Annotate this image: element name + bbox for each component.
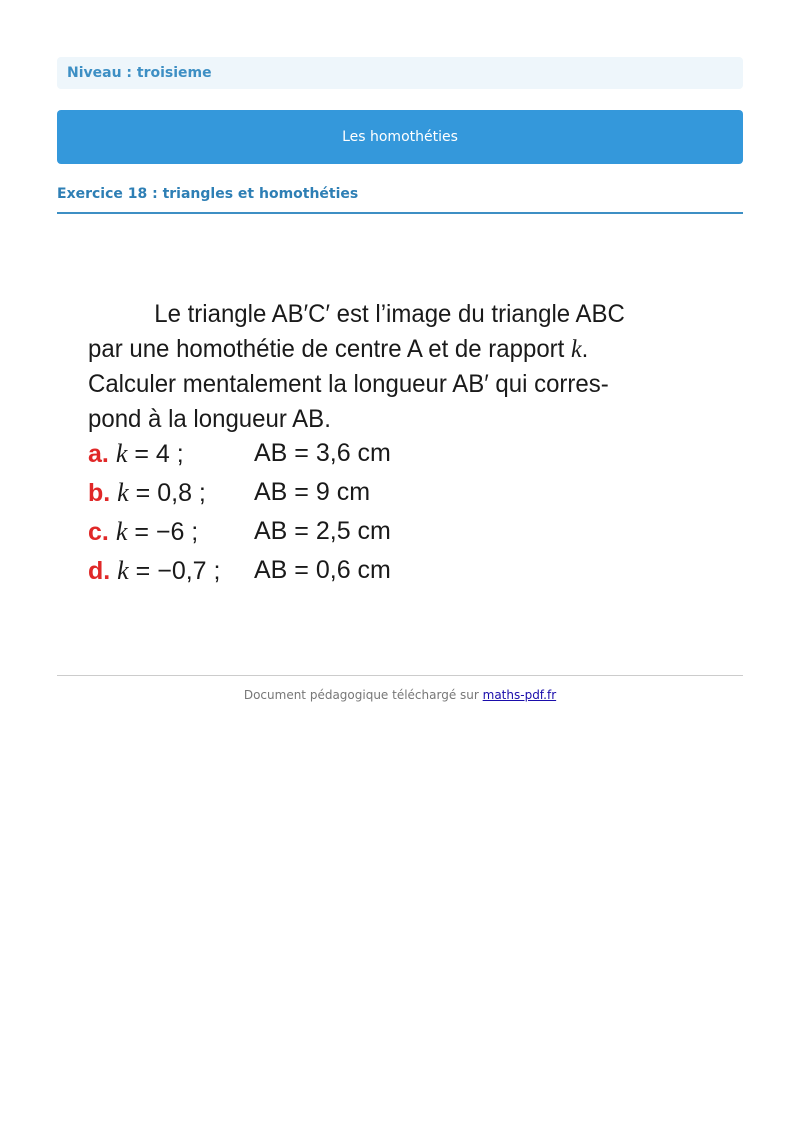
statement-line-3: Calculer mentalement la longueur AB′ qui corres- [88, 370, 609, 398]
chapter-title: Les homothéties [342, 129, 458, 145]
list-item [88, 517, 391, 556]
footer-divider [57, 675, 743, 676]
ab-length: AB = 0,6 cm [254, 556, 391, 584]
exercise-statement [88, 297, 664, 437]
k-variable: k [115, 439, 128, 468]
k-variable: k [571, 336, 582, 363]
ab-length: AB = 2,5 cm [254, 517, 391, 545]
statement-line-4: pond à la longueur AB. [88, 405, 331, 433]
k-value: = 0,8 ; [135, 479, 206, 507]
niveau-label: Niveau : troisieme [57, 57, 743, 89]
item-letter: c. [88, 518, 109, 546]
chapter-banner [57, 110, 743, 164]
k-variable: k [117, 556, 129, 585]
footer [57, 688, 743, 702]
item-letter: a. [88, 440, 109, 468]
exercise-items [88, 439, 391, 595]
list-item [88, 439, 391, 478]
k-variable: k [117, 478, 129, 507]
k-value: = −6 ; [134, 518, 199, 546]
footer-link[interactable]: maths-pdf.fr [482, 688, 557, 702]
statement-line-2 [88, 332, 664, 367]
list-item [88, 556, 391, 595]
statement-line-1: Le triangle AB′C′ est l’image du triangle ABC [154, 300, 625, 328]
footer-text: Document pédagogique téléchargé sur [243, 688, 483, 702]
item-letter: b. [88, 479, 111, 507]
statement-period: . [581, 335, 589, 363]
statement-line-2-text: par une homothétie de centre A et de rapport [88, 335, 571, 363]
ab-length: AB = 9 cm [254, 478, 371, 506]
list-item [88, 478, 371, 517]
k-value: = 4 ; [134, 440, 184, 468]
ab-length: AB = 3,6 cm [254, 439, 391, 467]
item-letter: d. [88, 557, 111, 585]
k-variable: k [115, 517, 128, 546]
k-value: = −0,7 ; [135, 557, 221, 585]
exercise-title: Exercice 18 : triangles et homothéties [57, 186, 743, 214]
